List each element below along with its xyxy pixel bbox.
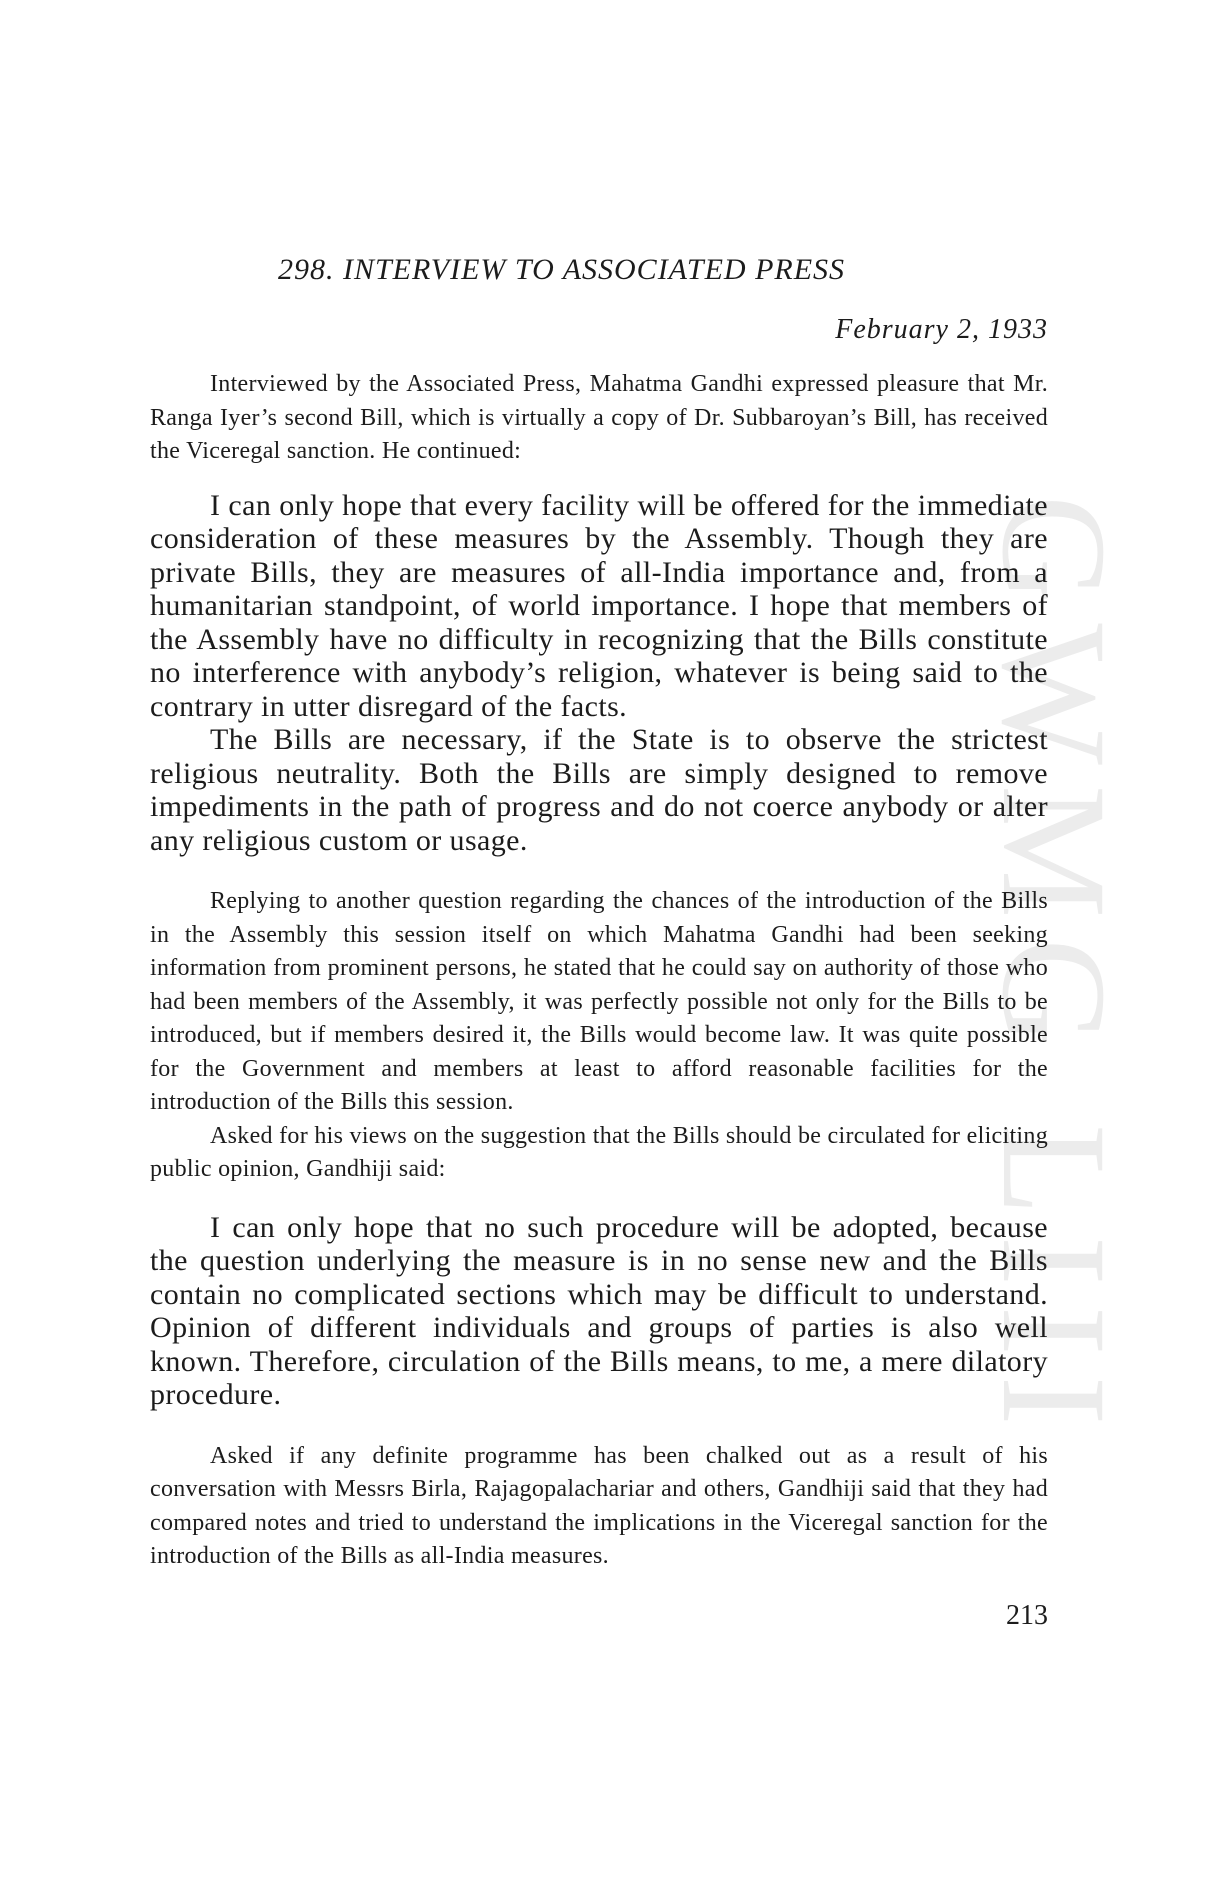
quote-paragraph-3: I can only hope that no such procedure will be adopted, because the question underlying the measure is in no sense new and the Bills contain no complicated sections which may be difficult to understand. Opinion of different individuals and groups of parties is also well known. Therefore, circulation of the Bills means, to me, a mere dilatory procedure. (150, 1210, 1048, 1411)
interview-date: February 2, 1933 (835, 314, 1048, 345)
asked-views-paragraph: Asked for his views on the suggestion that the Bills should be circulated for eliciting public opinion, Gandhiji said: (150, 1122, 1048, 1182)
page-title: 298. INTERVIEW TO ASSOCIATED PRESS (278, 253, 846, 286)
watermark-text: GWMG LIII (971, 495, 1137, 1446)
intro-paragraph: Interviewed by the Associated Press, Mahatma Gandhi expressed pleasure that Mr. Ranga Iyer’s second Bill, which is virtually a copy of Dr. Subbaroyan’s Bill, has received the Viceregal sanction. He continued: (150, 371, 1048, 464)
page-body (150, 248, 1048, 1634)
quote-paragraph-1: I can only hope that every facility will be offered for the immediate consideration of these measures by the Assembly. Though they are private Bills, they are measures of all-India importance and, from a humanitarian standpoint, of world importance. I hope that members of the Assembly have no difficulty in recognizing that the Bills constitute no interference with anybody’s religion, whatever is being said to the contrary in utter disregard of the facts. (150, 488, 1048, 723)
quote-paragraph-2: The Bills are necessary, if the State is to observe the strictest religious neutrality. Both the Bills are simply designed to remove impediments in the path of progress and do not coerce anybody or alter any religious custom or usage. (150, 723, 1048, 857)
replying-paragraph: Replying to another question regarding the chances of the introduction of the Bills in the Assembly this session itself on which Mahatma Gandhi had been seeking information from prominent persons, he stated that he could say on authority of those who had been members of the Assembly, it was perfectly possible not only for the Bills to be introduced, but if members desired it, the Bills would become law. It was quite possible for the Government and members at least to afford reasonable facilities for the introduction of the Bills this session. (150, 888, 1048, 1115)
asked-programme-paragraph: Asked if any definite programme has been chalked out as a result of his conversation with Messrs Birla, Rajagopalachariar and others, Gandhiji said that they had compared notes and tried to understand the implications in the Viceregal sanction for the introduction of the Bills as all-India measures. (150, 1442, 1048, 1569)
page-number: 213 (1006, 1599, 1048, 1631)
